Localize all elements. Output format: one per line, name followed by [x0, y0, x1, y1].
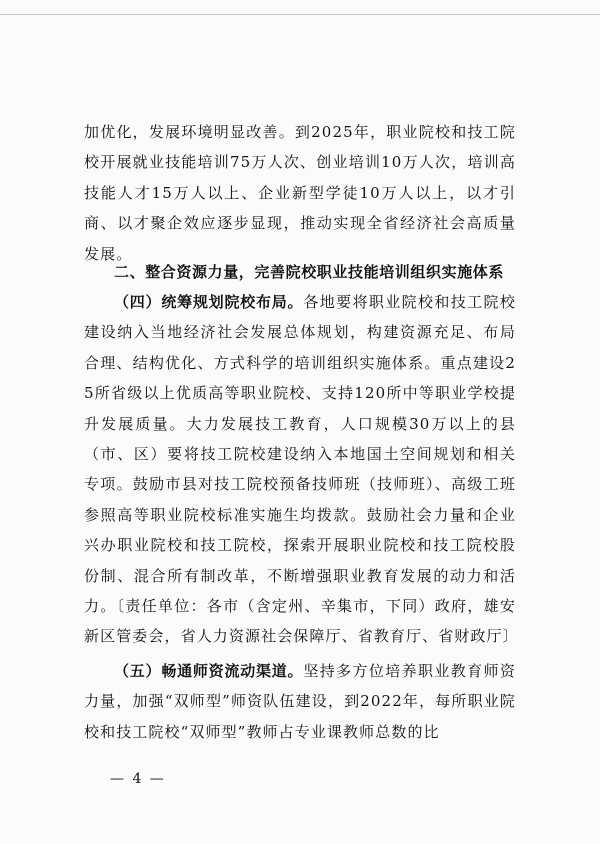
- paragraph-2-lead: （四）统筹规划院校布局。: [114, 293, 304, 311]
- paragraph-3-lead: （五）畅通师资流动渠道。: [114, 662, 304, 680]
- body-paragraph-3: [84, 656, 516, 747]
- paragraph-2-body: 各地要将职业院校和技工院校建设纳入当地经济社会发展总体规划，构建资源充足、布局合理、结构优化、方式科学的培训组织实施体系。重点建设25所省级以上优质高等职业院校、支持120所中等职业学校提升发展质量。大力发展技工教育，人口规模30万以上的县（市、区）要将技工院校建设纳入本地国土空间规划和相关专项。鼓励市县对技工院校预备技师班（技师班）、高级工班参照高等职业院校标准实施生均拨款。鼓励社会力量和企业兴办职业院校和技工院校，探索开展职业院校和技工院校股份制、混合所有制改革，不断增强职业教育发展的动力和活力。〔责任单位：各市（含定州、辛集市，下同）政府，雄安新区管委会，省人力资源社会保障厅、省教育厅、省财政厅〕: [84, 293, 519, 646]
- body-paragraph-2: [84, 287, 519, 652]
- body-paragraph-1: 加优化，发展环境明显改善。到2025年，职业院校和技工院校开展就业技能培训75万人次、创业培训10万人次，培训高技能人才15万人以上、企业新型学徒10万人以上，以才引商、以才聚企效应逐步显现，推动实现全省经济社会高质量发展。: [84, 123, 516, 263]
- scan-edge-line: [0, 14, 600, 15]
- page-number: — 4 —: [110, 771, 166, 787]
- section-heading: 二、整合资源力量，完善院校职业技能培训组织实施体系: [114, 263, 505, 281]
- paragraph-3-body: 坚持多方位培养职业教育师资力量，加强“双师型”师资队伍建设，到2022年，每所职业院校和技工院校“双师型”教师占专业课教师总数的比: [84, 662, 516, 741]
